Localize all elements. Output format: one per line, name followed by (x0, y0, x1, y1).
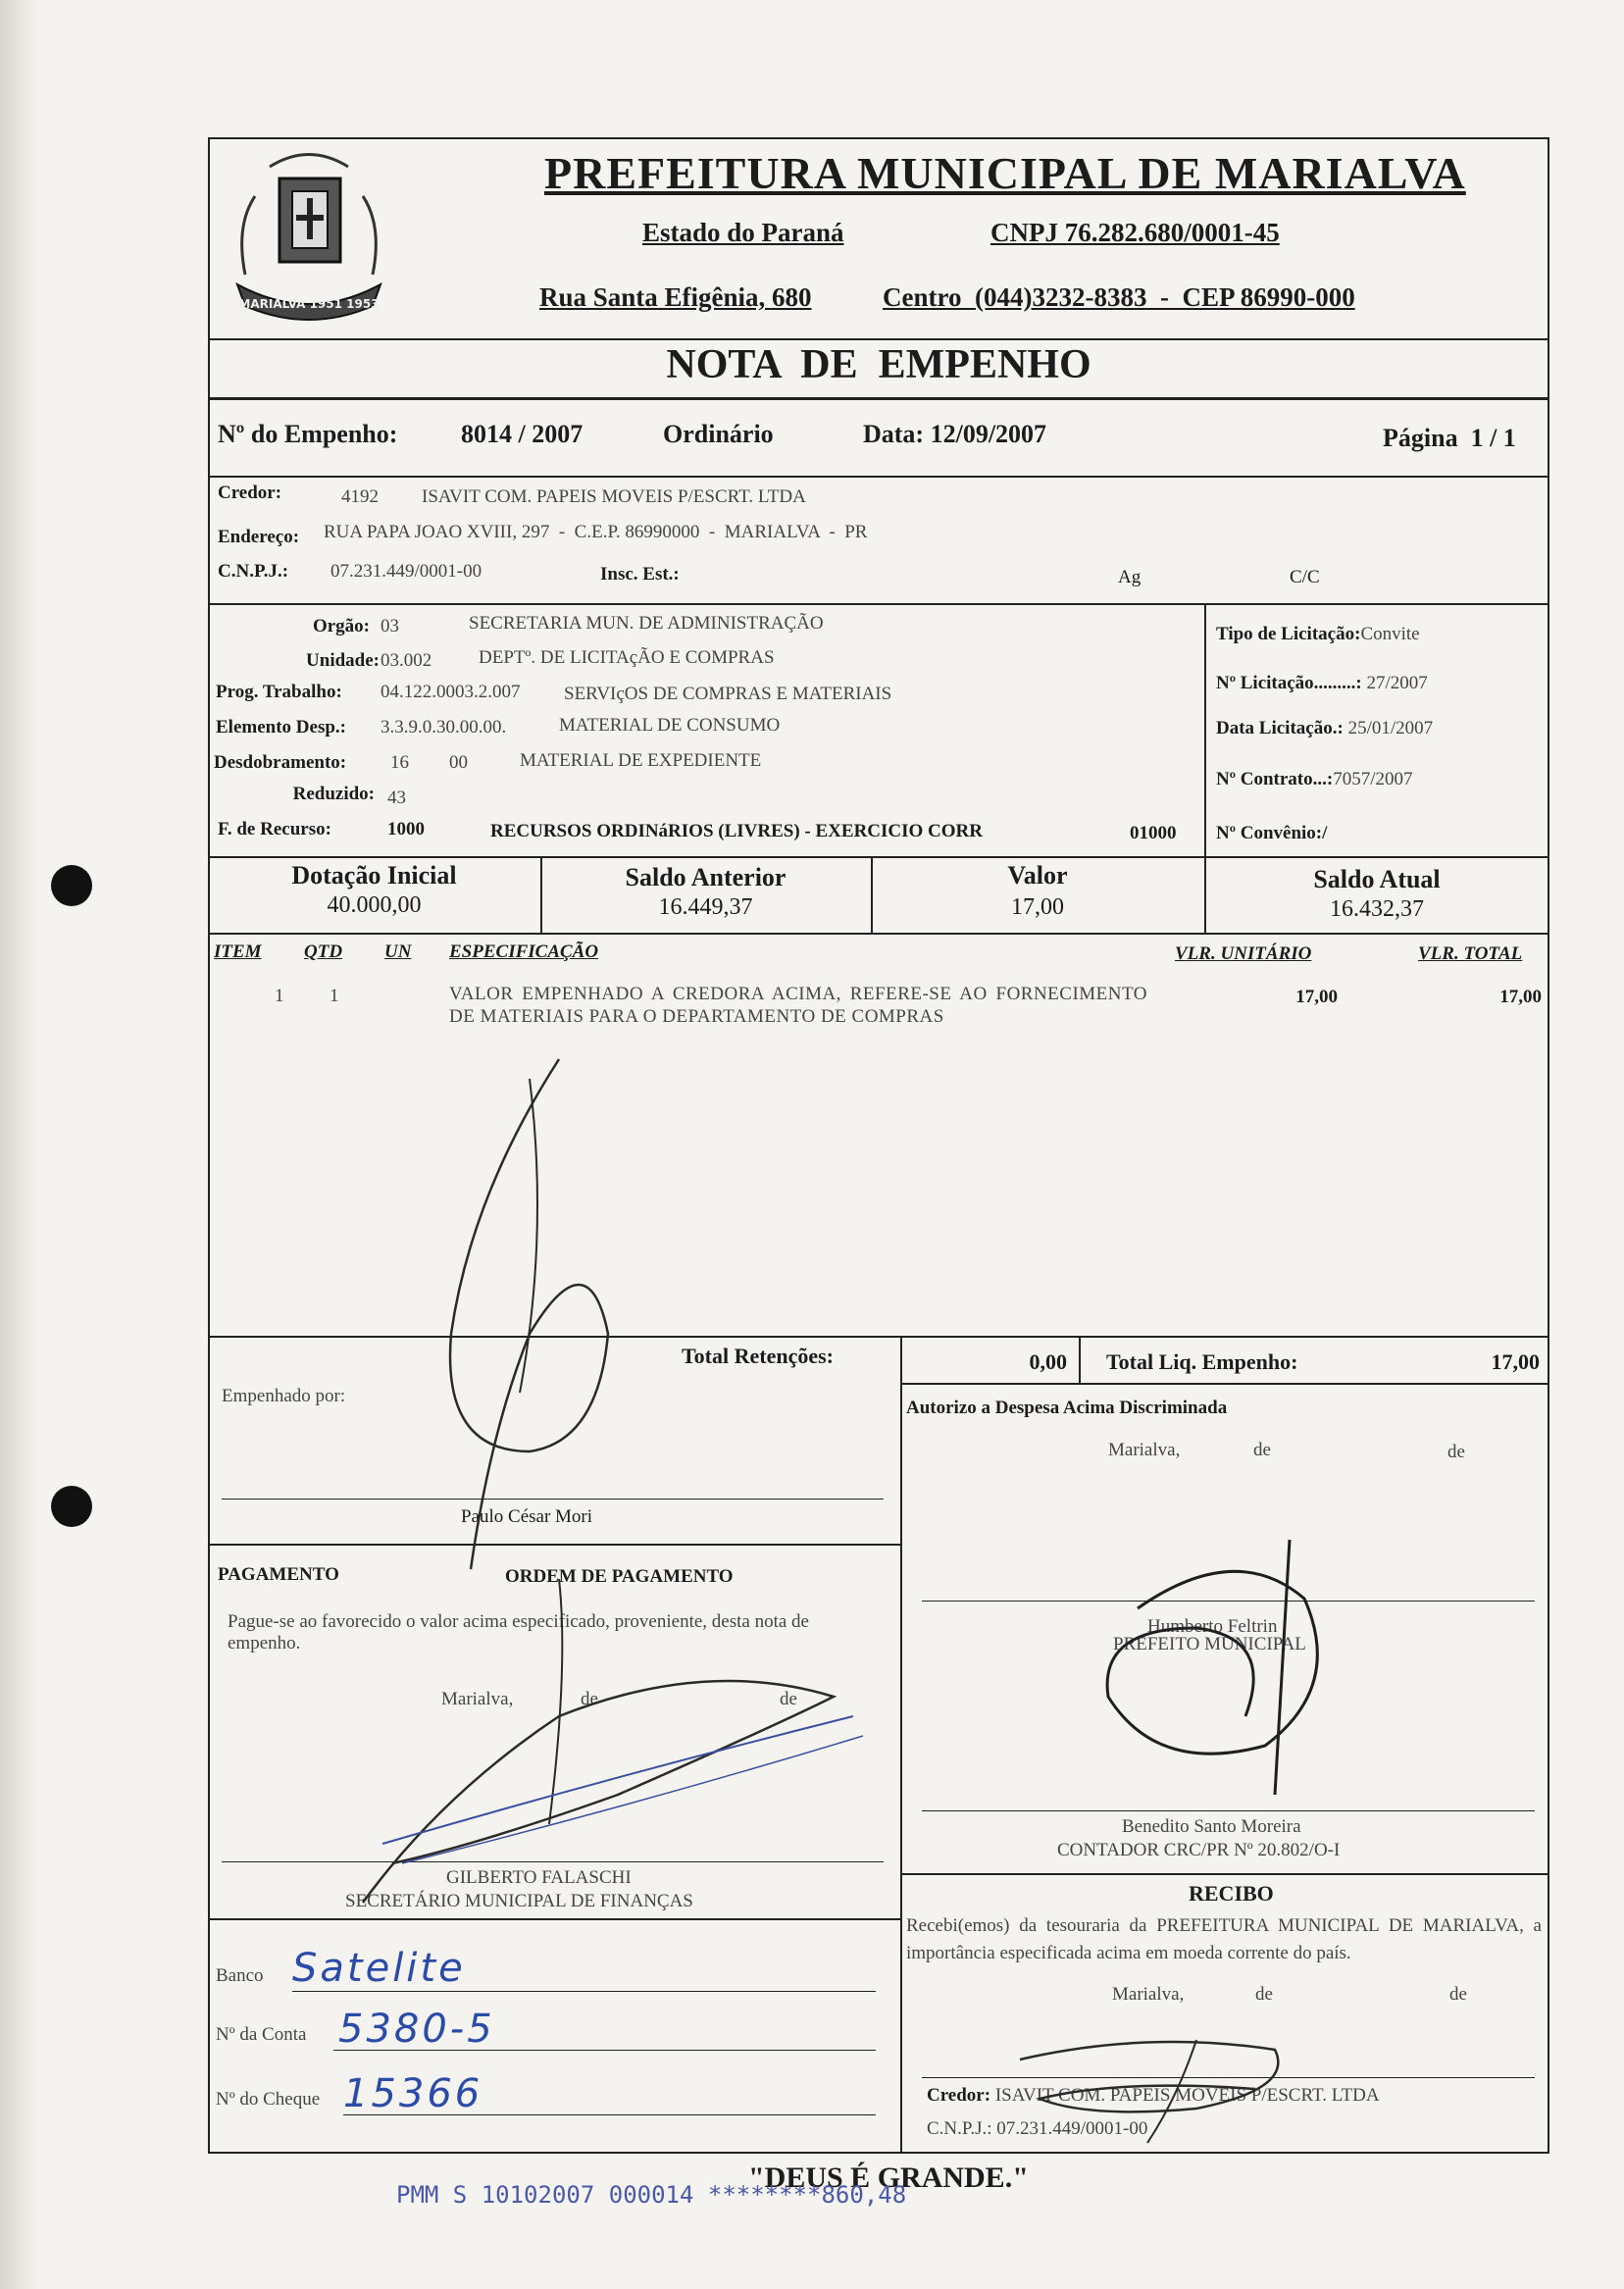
licitacao-type (1216, 624, 1420, 645)
secretario-name: GILBERTO FALASCHI (446, 1867, 632, 1888)
recibo-label: RECIBO (1189, 1881, 1274, 1906)
divider (208, 397, 1549, 400)
footer-motto: "DEUS É GRANDE." (748, 2162, 1029, 2194)
unidade-label: Unidade: (306, 650, 380, 671)
prefeito-name: Humberto Feltrin (1147, 1616, 1278, 1637)
credor-code: 4192 (341, 486, 379, 507)
valor-label: Valor (1007, 861, 1068, 890)
pagamento-place: Marialva, (441, 1689, 514, 1709)
contador-title: CONTADOR CRC/PR Nº 20.802/O-I (1057, 1840, 1341, 1860)
col-item: ITEM (214, 941, 262, 962)
conta-label: Nº da Conta (216, 2024, 307, 2045)
credor-label: Credor: (218, 483, 282, 503)
page-edge-shadow (0, 0, 39, 2289)
item-quantity: 1 (330, 986, 339, 1006)
punch-hole-top (51, 865, 92, 906)
state-name: Estado do Paraná (642, 218, 844, 247)
licitacao-type-label: Tipo de Licitação: (1216, 624, 1361, 644)
empenhado-label: Empenhado por: (222, 1386, 346, 1406)
elemento-name: MATERIAL DE CONSUMO (559, 715, 781, 736)
item-specification: VALOR EMPENHADO A CREDORA ACIMA, REFERE-SE AO FORNECIMENTO DE MATERIAIS PARA O DEPARTAMENTO DE COMPRAS (449, 984, 1147, 1027)
empenhado-name: Paulo César Mori (461, 1506, 593, 1527)
divider (900, 1873, 1549, 1875)
licitacao-date-value: 25/01/2007 (1347, 718, 1434, 738)
validation-stamp: PMM S 10102007 000014 ********860,48 (396, 2181, 907, 2209)
saldo-atual-value: 16.432,37 (1330, 896, 1424, 922)
ordem-pagamento-label: ORDEM DE PAGAMENTO (505, 1566, 734, 1587)
credor-name: ISAVIT COM. PAPEIS MOVEIS P/ESCRT. LTDA (422, 486, 806, 507)
licitacao-number-label: Nº Licitação.........: (1216, 673, 1362, 693)
desdobramento-name: MATERIAL DE EXPEDIENTE (520, 750, 762, 771)
contador-name: Benedito Santo Moreira (1122, 1816, 1301, 1837)
recibo-text: Recebi(emos) da tesouraria da PREFEITURA MUNICIPAL DE MARIALVA, a importância especificada acima em moeda corrente do país. (906, 1915, 1542, 1963)
desdobramento-a: 16 (390, 752, 409, 773)
divider (900, 1383, 1549, 1385)
recibo-credor-name: ISAVIT COM. PAPEIS MOVEIS P/ESCRT. LTDA (994, 2085, 1380, 2106)
divider (208, 1336, 1549, 1338)
signature-mori (412, 1040, 647, 1589)
autorizo-de-2: de (1447, 1442, 1465, 1462)
contrato-value: 7057/2007 (1333, 769, 1413, 789)
cheque-label: Nº do Cheque (216, 2089, 321, 2110)
reduzido-label: Reduzido: (292, 784, 375, 804)
recurso-code: 1000 (387, 819, 425, 839)
col-qtd: QTD (304, 941, 343, 962)
empenho-label: Nº do Empenho: (218, 420, 398, 448)
divider (208, 856, 1549, 858)
recurso-number: 01000 (1130, 823, 1177, 843)
cheque-line (343, 2114, 876, 2115)
credor-address: RUA PAPA JOAO XVIII, 297 - C.E.P. 86990000 - MARIALVA - PR (324, 522, 868, 542)
item-total-value: 17,00 (1499, 987, 1542, 1007)
orgao-name: SECRETARIA MUN. DE ADMINISTRAÇÃO (469, 613, 824, 634)
agency-label: Ag (1118, 567, 1142, 587)
valor-value: 17,00 (1011, 894, 1064, 920)
signature-feltrin (1079, 1530, 1363, 1805)
municipality-title: PREFEITURA MUNICIPAL DE MARIALVA (544, 148, 1466, 198)
endereco-label: Endereço: (218, 527, 300, 547)
licitacao-number-value: 27/2007 (1366, 673, 1428, 693)
elemento-code: 3.3.9.0.30.00.00. (381, 717, 507, 738)
cnpj-label: C.N.P.J.: (218, 561, 289, 582)
dotacao-value: 40.000,00 (327, 892, 422, 918)
licitacao-type-value: Convite (1360, 624, 1420, 644)
empenho-date: Data: 12/09/2007 (863, 420, 1047, 448)
col-vlr-total: VLR. TOTAL (1418, 943, 1523, 964)
saldo-anterior-label: Saldo Anterior (625, 863, 787, 891)
reduzido-value: 43 (387, 788, 406, 808)
col-especificacao: ESPECIFICAÇÃO (449, 941, 599, 962)
seal-text: MARIALVA 1951 1953 (238, 297, 380, 311)
saldo-atual-label: Saldo Atual (1313, 865, 1441, 893)
signature-credor (1000, 2020, 1314, 2148)
empenho-number: 8014 / 2007 (461, 420, 584, 448)
recibo-de-1: de (1255, 1984, 1273, 2005)
divider (208, 476, 1549, 478)
divider (208, 338, 1549, 340)
pagamento-de-1: de (581, 1689, 598, 1709)
municipality-cnpj: CNPJ 76.282.680/0001-45 (990, 218, 1280, 247)
col-vlr-unitario: VLR. UNITÁRIO (1175, 943, 1312, 964)
total-liquido-label: Total Liq. Empenho: (1106, 1349, 1298, 1374)
total-retencoes-label: Total Retenções: (682, 1344, 834, 1368)
municipal-coat-of-arms (216, 137, 402, 329)
punch-hole-bottom (51, 1486, 92, 1527)
contador-signature-line (922, 1810, 1535, 1811)
recurso-label: F. de Recurso: (218, 819, 331, 839)
prog-code: 04.122.0003.2.007 (381, 682, 521, 702)
conta-line (333, 2050, 876, 2051)
unidade-name: DEPTº. DE LICITAçÃO E COMPRAS (479, 647, 775, 668)
recibo-cnpj: C.N.P.J.: 07.231.449/0001-00 (927, 2118, 1148, 2139)
recurso-name: RECURSOS ORDINáRIOS (LIVRES) - EXERCICIO CORR (490, 821, 983, 841)
item-number: 1 (275, 986, 284, 1006)
secretario-title: SECRETÁRIO MUNICIPAL DE FINANÇAS (345, 1891, 693, 1911)
document-title: NOTA DE EMPENHO (666, 342, 1091, 387)
orgao-label: Orgão: (312, 616, 370, 636)
convenio-label: Nº Convênio:/ (1216, 823, 1328, 843)
recibo-de-2: de (1449, 1984, 1467, 2005)
dotacao-label: Dotação Inicial (291, 861, 457, 890)
unidade-code: 03.002 (381, 650, 432, 671)
autorizo-de-1: de (1253, 1440, 1271, 1460)
desdobramento-label: Desdobramento: (214, 752, 347, 773)
total-retencoes-value: 0,00 (1029, 1349, 1067, 1374)
item-unit-value: 17,00 (1295, 987, 1338, 1007)
credor-cnpj: 07.231.449/0001-00 (330, 561, 482, 582)
recibo-credor-label: Credor: (927, 2085, 991, 2106)
insc-est-label: Insc. Est.: (600, 564, 680, 585)
divider (1204, 603, 1206, 856)
orgao-code: 03 (381, 616, 399, 636)
conta-handwritten: 5380-5 (338, 2007, 495, 2052)
saldo-anterior-value: 16.449,37 (658, 894, 753, 920)
col-un: UN (384, 941, 412, 962)
prog-name: SERVIçOS DE COMPRAS E MATERIAIS (564, 684, 892, 704)
pagamento-label: PAGAMENTO (218, 1564, 339, 1585)
contrato-label: Nº Contrato...: (1216, 769, 1334, 789)
divider (1079, 1336, 1081, 1383)
signature-falaschi (324, 1550, 873, 1922)
empenho-type: Ordinário (663, 420, 774, 448)
divider (900, 1383, 902, 2154)
banco-line (292, 1991, 876, 1992)
recibo-place: Marialva, (1112, 1984, 1185, 2005)
divider (208, 933, 1549, 935)
total-liquido-value: 17,00 (1491, 1349, 1540, 1374)
prefeito-title: PREFEITO MUNICIPAL (1113, 1634, 1306, 1654)
banco-handwritten: Satelite (292, 1946, 466, 1991)
prog-label: Prog. Trabalho: (216, 682, 342, 702)
elemento-label: Elemento Desp.: (216, 717, 346, 738)
page-number: Página 1 / 1 (1383, 424, 1516, 452)
pagamento-de-2: de (780, 1689, 797, 1709)
licitacao-date-label: Data Licitação.: (1216, 718, 1344, 738)
licitacao-number (1216, 673, 1428, 694)
desdobramento-b: 00 (449, 752, 468, 773)
divider (208, 603, 1549, 605)
cheque-handwritten: 15366 (343, 2071, 483, 2116)
pagamento-text: Pague-se ao favorecido o valor acima especificado, proveniente, desta nota de empenho. (228, 1611, 809, 1653)
contrato-number (1216, 769, 1412, 790)
municipality-contact: Centro (044)3232-8383 - CEP 86990-000 (883, 282, 1355, 312)
licitacao-date (1216, 718, 1433, 739)
account-label: C/C (1290, 567, 1320, 587)
autorizo-label: Autorizo a Despesa Acima Discriminada (906, 1398, 1228, 1418)
autorizo-place: Marialva, (1108, 1440, 1181, 1460)
banco-label: Banco (216, 1965, 264, 1986)
municipality-address: Rua Santa Efigênia, 680 (539, 282, 812, 312)
